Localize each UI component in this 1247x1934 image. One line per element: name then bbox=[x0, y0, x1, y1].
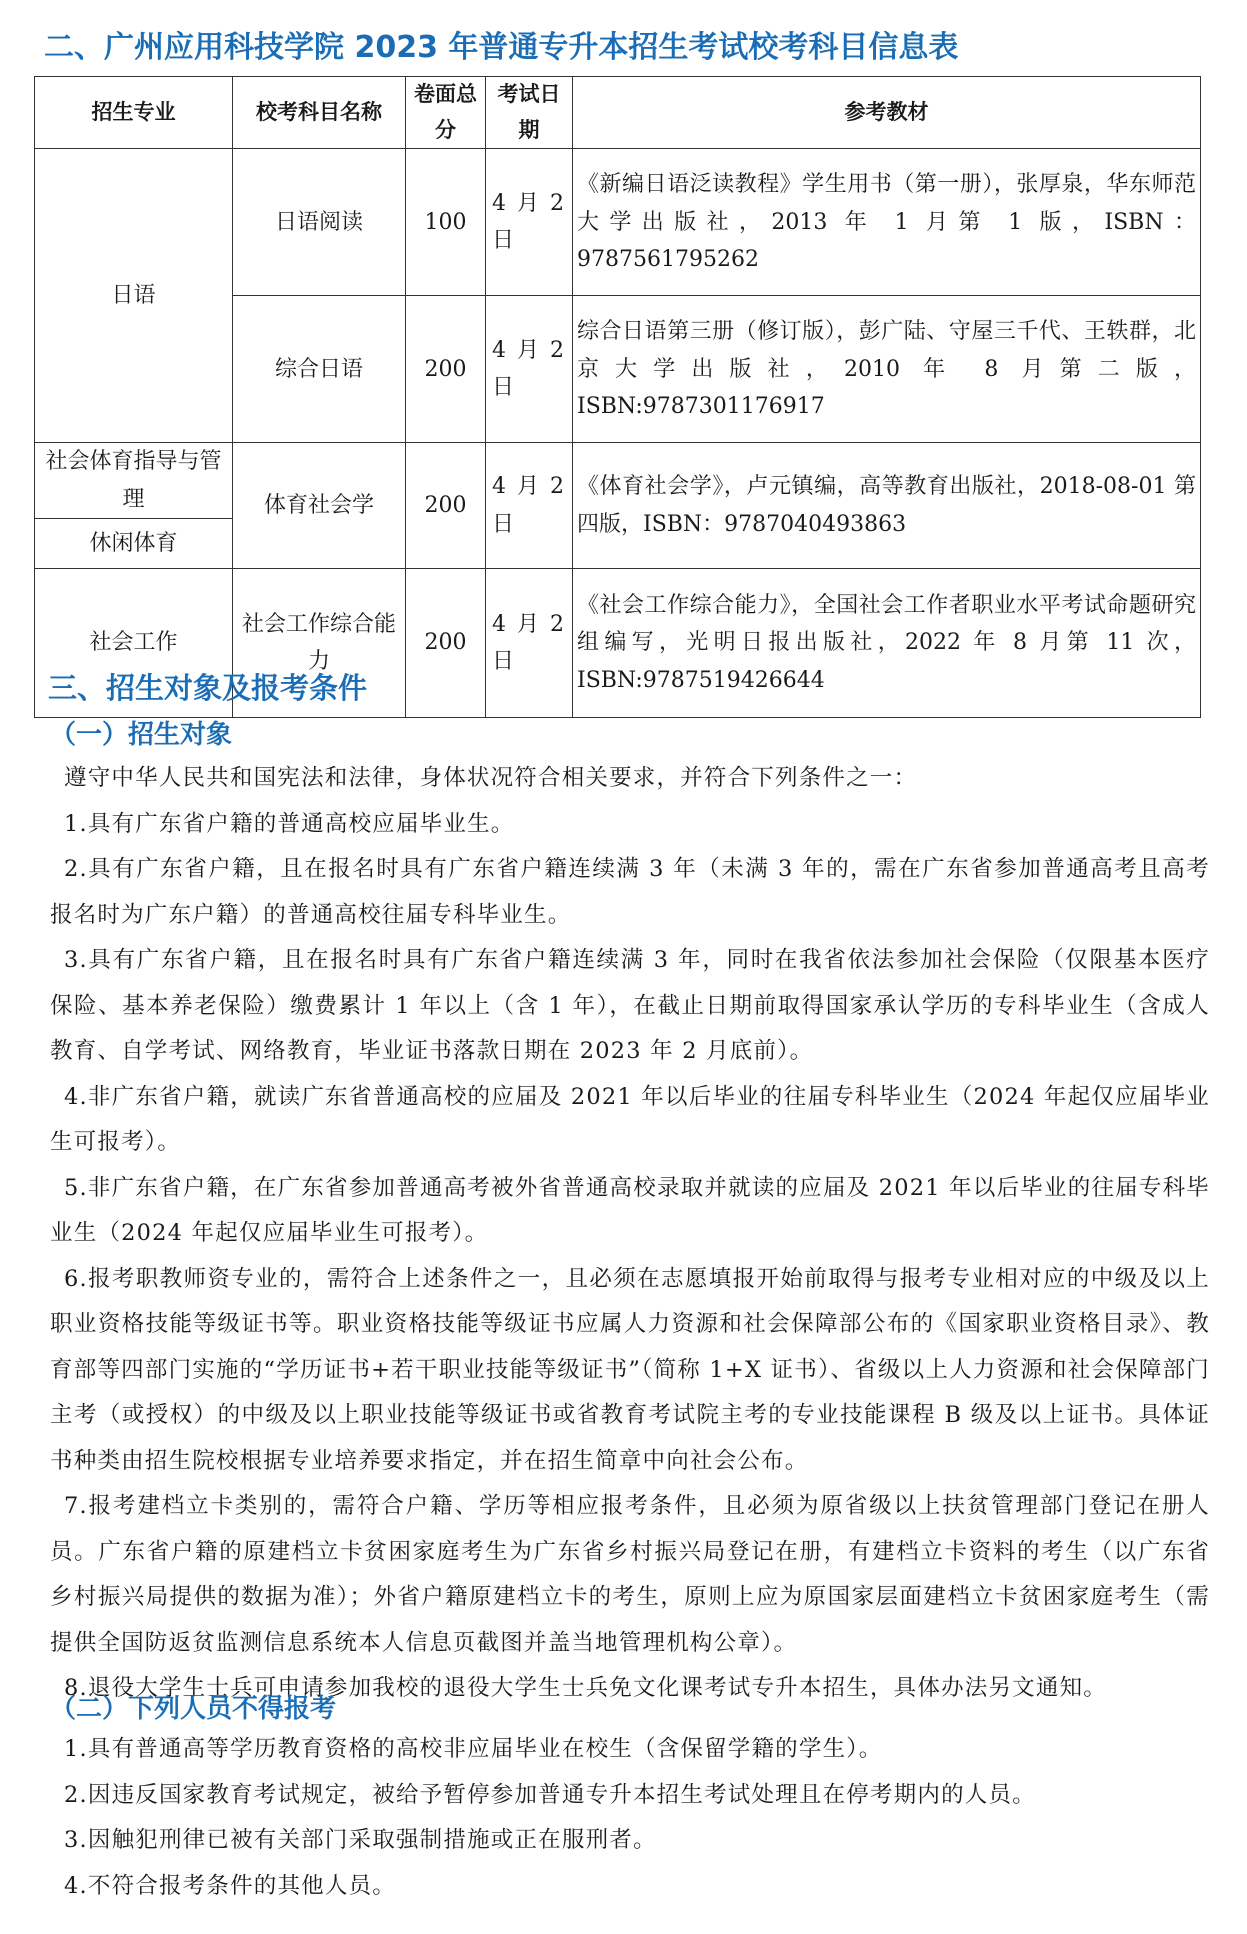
major-cell: 休闲体育 bbox=[35, 519, 233, 569]
section-3-title: 三、招生对象及报考条件 bbox=[48, 671, 368, 705]
major-cell: 日语 bbox=[35, 149, 233, 443]
subject-cell: 综合日语 bbox=[233, 296, 406, 443]
textbook-cell: 《新编日语泛读教程》学生用书（第一册），张厚泉，华东师范大学出版社，2013 年 1 月第 1 版，ISBN：9787561795262 bbox=[573, 149, 1201, 296]
score-cell: 200 bbox=[406, 296, 486, 443]
paragraph: 3.具有广东省户籍，且在报名时具有广东省户籍连续满 3 年，同时在我省依法参加社会保险（仅限基本医疗保险、基本养老保险）缴费累计 1 年以上（含 1 年），在截止日期前取得国家承认学历的专科毕业生（含成人教育、自学考试、网络教育，毕业证书落款日期在 2023 年 2 月底前）。 bbox=[50, 947, 1210, 1064]
paragraph: 1.具有普通高等学历教育资格的高校非应届毕业在校生（含保留学籍的学生）。 bbox=[64, 1736, 883, 1762]
header-date: 考试日期 bbox=[486, 77, 573, 149]
header-subject: 校考科目名称 bbox=[233, 77, 406, 149]
paragraph: 4.非广东省户籍，就读广东省普通高校的应届及 2021 年以后毕业的往届专科毕业生（2024 年起仅应届毕业生可报考）。 bbox=[50, 1083, 1210, 1155]
header-textbook: 参考教材 bbox=[573, 77, 1201, 149]
eligibility-body bbox=[50, 756, 1210, 1712]
section-2-title: 二、广州应用科技学院 2023 年普通专升本招生考试校考科目信息表 bbox=[44, 30, 959, 65]
table-row bbox=[35, 149, 1201, 296]
subject-cell: 社会工作综合能力 bbox=[233, 569, 406, 718]
score-cell: 100 bbox=[406, 149, 486, 296]
subsection-2-title: （二）下列人员不得报考 bbox=[50, 1694, 337, 1724]
paragraph: 5.非广东省户籍，在广东省参加普通高考被外省普通高校录取并就读的应届及 2021 年以后毕业的往届专科毕业生（2024 年起仅应届毕业生可报考）。 bbox=[50, 1174, 1210, 1246]
table-header-row bbox=[35, 77, 1201, 149]
exam-subjects-table bbox=[34, 76, 1201, 718]
textbook-cell: 综合日语第三册（修订版），彭广陆、守屋三千代、王轶群，北京大学出版社，2010 年 8 月第二版，ISBN:9787301176917 bbox=[573, 296, 1201, 443]
paragraph: 7.报考建档立卡类别的，需符合户籍、学历等相应报考条件，且必须为原省级以上扶贫管理部门登记在册人员。广东省户籍的原建档立卡贫困家庭考生为广东省乡村振兴局登记在册，有建档立卡资料的考生（以广东省乡村振兴局提供的数据为准）；外省户籍原建档立卡的考生，原则上应为原国家层面建档立卡贫困家庭考生（需提供全国防返贫监测信息系统本人信息页截图并盖当地管理机构公章）。 bbox=[50, 1493, 1210, 1656]
date-cell: 4 月 2 日 bbox=[486, 443, 573, 569]
paragraph: 3.因触犯刑律已被有关部门采取强制措施或正在服刑者。 bbox=[64, 1827, 657, 1853]
paragraph: 2.具有广东省户籍，且在报名时具有广东省户籍连续满 3 年（未满 3 年的，需在广东省参加普通高考且高考报名时为广东户籍）的普通高校往届专科毕业生。 bbox=[50, 856, 1210, 928]
paragraph: 遵守中华人民共和国宪法和法律，身体状况符合相关要求，并符合下列条件之一： bbox=[64, 765, 918, 791]
textbook-cell: 《体育社会学》，卢元镇编，高等教育出版社，2018-08-01 第四版，ISBN：9787040493863 bbox=[573, 443, 1201, 569]
major-cell: 社会体育指导与管理 bbox=[35, 443, 233, 519]
date-cell: 4 月 2 日 bbox=[486, 149, 573, 296]
subsection-1-title: （一）招生对象 bbox=[50, 720, 233, 750]
date-cell: 4 月 2 日 bbox=[486, 296, 573, 443]
ineligible-body bbox=[50, 1727, 1210, 1909]
subject-cell: 日语阅读 bbox=[233, 149, 406, 296]
paragraph: 1.具有广东省户籍的普通高校应届毕业生。 bbox=[64, 810, 515, 837]
textbook-cell: 《社会工作综合能力》，全国社会工作者职业水平考试命题研究组编写，光明日报出版社，2022 年 8 月第 11 次，ISBN:9787519426644 bbox=[573, 569, 1201, 718]
major-cell: 社会工作 bbox=[35, 569, 233, 718]
subject-cell: 体育社会学 bbox=[233, 443, 406, 569]
score-cell: 200 bbox=[406, 443, 486, 569]
paragraph: 2.因违反国家教育考试规定，被给予暂停参加普通专升本招生考试处理且在停考期内的人员。 bbox=[64, 1781, 1036, 1808]
header-score: 卷面总分 bbox=[406, 77, 486, 149]
score-cell: 200 bbox=[406, 569, 486, 718]
paragraph: 4.不符合报考条件的其他人员。 bbox=[64, 1872, 396, 1899]
header-major: 招生专业 bbox=[35, 77, 233, 149]
date-cell: 4 月 2 日 bbox=[486, 569, 573, 718]
table-row bbox=[35, 443, 1201, 519]
paragraph: 6.报考职教师资专业的，需符合上述条件之一，且必须在志愿填报开始前取得与报考专业相对应的中级及以上职业资格技能等级证书等。职业资格技能等级证书应属人力资源和社会保障部公布的《国家职业资格目录》、教育部等四部门实施的“学历证书+若干职业技能等级证书”（简称 1+X 证书）、省级以上人力资源和社会保障部门主考（或授权）的中级及以上职业技能等级证书或省教育考试院主考的专业技能课程 B 级及以上证书。具体证书种类由招生院校根据专业培养要求指定，并在招生简章中向社会公布。 bbox=[50, 1265, 1210, 1474]
paragraph: 8.退役大学生士兵可申请参加我校的退役大学生士兵免文化课考试专升本招生，具体办法另文通知。 bbox=[64, 1675, 1107, 1701]
